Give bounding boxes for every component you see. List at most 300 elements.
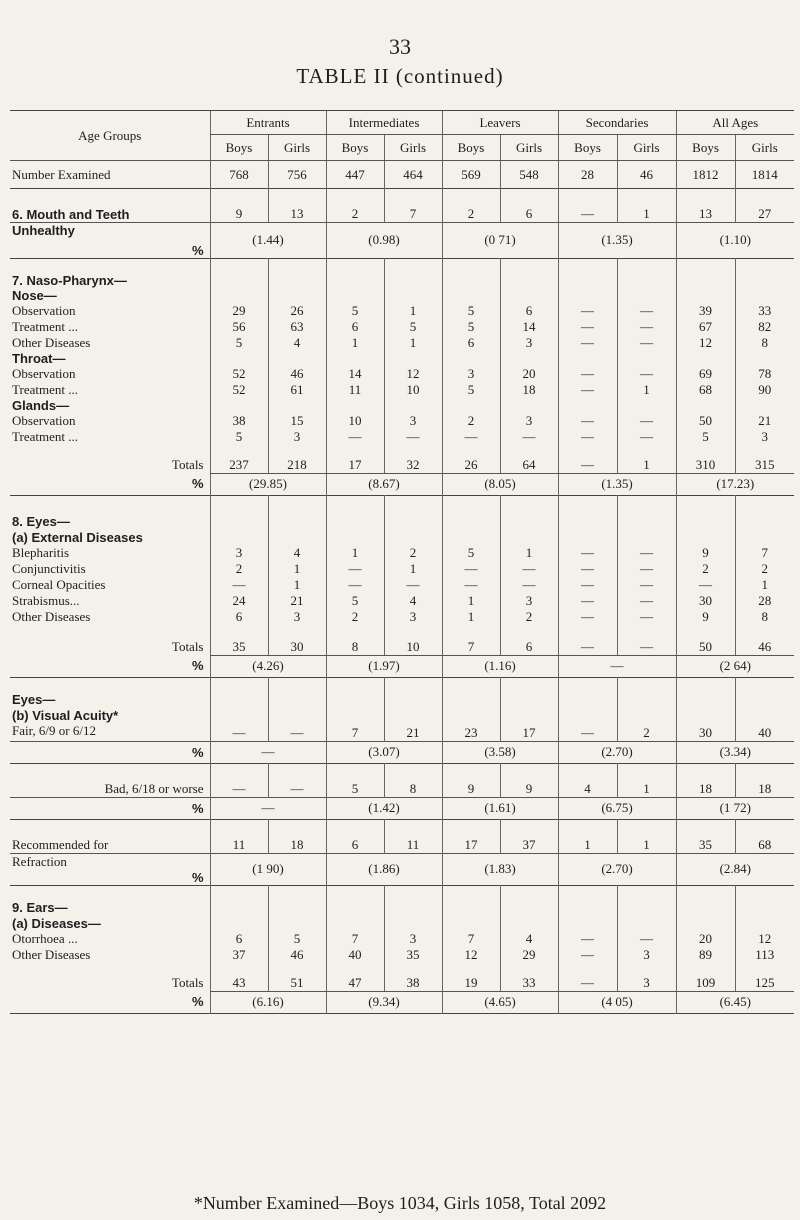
- cell: 40: [735, 723, 794, 741]
- pct-label: %: [191, 658, 204, 674]
- cell: —: [558, 429, 617, 445]
- cell: 6: [210, 609, 268, 625]
- cell: 10: [384, 382, 442, 398]
- cell: —: [617, 593, 676, 609]
- cell: 310: [676, 445, 735, 473]
- row-label: Bad, 6/18 or worse: [104, 780, 204, 796]
- row-label: Treatment ...: [12, 319, 78, 334]
- cell: 27: [735, 189, 794, 223]
- cell: 6: [500, 625, 558, 655]
- cell: —: [617, 366, 676, 382]
- cell: 39: [676, 303, 735, 319]
- cell: —: [384, 577, 442, 593]
- cell: 5: [442, 319, 500, 335]
- cell: 51: [268, 963, 326, 991]
- cell: 548: [500, 161, 558, 189]
- cell: 569: [442, 161, 500, 189]
- cell: 8: [735, 609, 794, 625]
- cell: 2: [326, 189, 384, 223]
- cell: 50: [676, 413, 735, 429]
- row-label: Treatment ...: [12, 382, 78, 397]
- cell: 4: [558, 763, 617, 797]
- cell: 38: [384, 963, 442, 991]
- cell: 7: [384, 189, 442, 223]
- cell: —: [442, 577, 500, 593]
- row-label: Number Examined: [12, 166, 111, 182]
- pct-label: %: [191, 242, 204, 258]
- eyes-heading-row: [10, 495, 794, 529]
- bad-row: [10, 763, 794, 797]
- footnote: *Number Examined—Boys 1034, Girls 1058, Total 2092: [193, 1193, 607, 1213]
- table-title: TABLE II (continued): [296, 64, 504, 88]
- row-label: Otorrhoea ...: [12, 931, 78, 946]
- cell: 1: [326, 335, 384, 351]
- cell: 1: [384, 561, 442, 577]
- pct-label: %: [191, 800, 204, 816]
- cell: 18: [268, 819, 326, 853]
- cell: 9: [676, 545, 735, 561]
- cell: 6: [500, 303, 558, 319]
- cell: 3: [617, 947, 676, 963]
- cell: 5: [210, 429, 268, 445]
- cell: 14: [326, 366, 384, 382]
- cell: 2: [735, 561, 794, 577]
- row-label: Blepharitis: [12, 545, 70, 560]
- cell: 63: [268, 319, 326, 335]
- pct-cell: (6.45): [676, 991, 794, 1013]
- col-group-all-ages: All Ages: [676, 111, 794, 135]
- cell: —: [558, 335, 617, 351]
- cell: 1: [442, 593, 500, 609]
- cell: 5: [326, 593, 384, 609]
- mouth-teeth-pct-row: [10, 223, 794, 243]
- pct-cell: (1.86): [326, 853, 442, 885]
- cell: 67: [676, 319, 735, 335]
- cell: 1: [617, 189, 676, 223]
- cell: 3: [268, 609, 326, 625]
- section-subheading: (a) External Diseases: [12, 529, 143, 545]
- cell: 6: [210, 931, 268, 947]
- cell: 52: [210, 366, 268, 382]
- col-boys: Boys: [326, 135, 384, 161]
- cell: 47: [326, 963, 384, 991]
- cell: 8: [735, 335, 794, 351]
- pct-cell: (8.67): [326, 473, 442, 495]
- cell: 5: [210, 335, 268, 351]
- cell: 5: [268, 931, 326, 947]
- cell: 113: [735, 947, 794, 963]
- row-label: Conjunctivitis: [12, 561, 86, 576]
- cell: 13: [268, 189, 326, 223]
- cell: 1: [384, 335, 442, 351]
- cell: —: [210, 763, 268, 797]
- col-boys: Boys: [558, 135, 617, 161]
- pct-label: %: [191, 476, 204, 492]
- cell: 68: [735, 819, 794, 853]
- cell: 9: [676, 609, 735, 625]
- pct-cell: (2 64): [676, 655, 794, 677]
- col-girls: Girls: [268, 135, 326, 161]
- table-row: [10, 429, 794, 445]
- cell: 9: [500, 763, 558, 797]
- table-row: [10, 335, 794, 351]
- totals-row: [10, 445, 794, 473]
- row-label: Other Diseases: [12, 335, 91, 350]
- cell: —: [210, 577, 268, 593]
- pct-row: [10, 991, 794, 1013]
- cell: 5: [676, 429, 735, 445]
- cell: 90: [735, 382, 794, 398]
- subheading-nose: Nose—: [12, 288, 57, 303]
- cell: 3: [210, 545, 268, 561]
- cell: 4: [268, 545, 326, 561]
- pct-cell: (3.34): [676, 741, 794, 763]
- pct-cell: (4.65): [442, 991, 558, 1013]
- cell: —: [268, 723, 326, 741]
- cell: —: [558, 963, 617, 991]
- cell: 756: [268, 161, 326, 189]
- cell: 20: [500, 366, 558, 382]
- cell: 3: [735, 429, 794, 445]
- pct-cell: (1.35): [558, 473, 676, 495]
- row-label: Other Diseases: [12, 609, 91, 624]
- table-row: [10, 609, 794, 625]
- cell: —: [326, 561, 384, 577]
- pct-cell: (3.58): [442, 741, 558, 763]
- cell: —: [558, 593, 617, 609]
- cell: 10: [326, 413, 384, 429]
- pct-cell: (9.34): [326, 991, 442, 1013]
- cell: 1: [326, 545, 384, 561]
- cell: —: [442, 561, 500, 577]
- pct-cell: (1.16): [442, 655, 558, 677]
- cell: 21: [384, 723, 442, 741]
- cell: —: [558, 545, 617, 561]
- cell: 89: [676, 947, 735, 963]
- table-row: [10, 947, 794, 963]
- cell: 7: [735, 545, 794, 561]
- pct-cell: (4 05): [558, 991, 676, 1013]
- cell: 5: [384, 319, 442, 335]
- cell: 82: [735, 319, 794, 335]
- table-row: [10, 545, 794, 561]
- pct-cell: —: [210, 797, 326, 819]
- cell: 38: [210, 413, 268, 429]
- cell: —: [558, 189, 617, 223]
- row-label: Observation: [12, 366, 76, 381]
- pct-row: [10, 741, 794, 763]
- cell: 5: [326, 763, 384, 797]
- cell: 2: [617, 723, 676, 741]
- pct-cell: (4.26): [210, 655, 326, 677]
- cell: 1: [384, 303, 442, 319]
- section-subheading: (b) Visual Acuity*: [12, 707, 119, 723]
- cell: 2: [210, 561, 268, 577]
- cell: 20: [676, 931, 735, 947]
- cell: —: [268, 763, 326, 797]
- cell: —: [558, 366, 617, 382]
- age-groups-header: Age Groups: [10, 111, 210, 161]
- cell: 29: [210, 303, 268, 319]
- col-girls: Girls: [500, 135, 558, 161]
- visual-acuity-heading-row: [10, 677, 794, 707]
- totals-row: [10, 625, 794, 655]
- table-row: [10, 382, 794, 398]
- cell: 125: [735, 963, 794, 991]
- pct-cell: —: [558, 655, 676, 677]
- cell: 3: [384, 413, 442, 429]
- cell: 1: [617, 819, 676, 853]
- pct-cell: (17.23): [676, 473, 794, 495]
- cell: 33: [735, 303, 794, 319]
- cell: 29: [500, 947, 558, 963]
- cell: 2: [326, 609, 384, 625]
- cell: 1: [617, 382, 676, 398]
- cell: 37: [500, 819, 558, 853]
- cell: 11: [384, 819, 442, 853]
- cell: 18: [735, 763, 794, 797]
- cell: 40: [326, 947, 384, 963]
- col-boys: Boys: [442, 135, 500, 161]
- pct-cell: (0.98): [326, 223, 442, 259]
- cell: 21: [268, 593, 326, 609]
- cell: 19: [442, 963, 500, 991]
- pct-row: [10, 655, 794, 677]
- cell: —: [384, 429, 442, 445]
- cell: —: [617, 561, 676, 577]
- section-heading: 8. Eyes—: [12, 514, 70, 529]
- cell: 1: [268, 577, 326, 593]
- cell: 78: [735, 366, 794, 382]
- pct-cell: (2.84): [676, 853, 794, 885]
- row-label: Recommended for: [12, 836, 109, 852]
- table-row: [10, 931, 794, 947]
- cell: —: [617, 413, 676, 429]
- cell: —: [500, 561, 558, 577]
- cell: 10: [384, 625, 442, 655]
- cell: 1: [442, 609, 500, 625]
- cell: 7: [442, 931, 500, 947]
- cell: —: [617, 319, 676, 335]
- cell: 43: [210, 963, 268, 991]
- cell: 5: [326, 303, 384, 319]
- section-subheading: Unhealthy: [12, 223, 75, 238]
- cell: 237: [210, 445, 268, 473]
- cell: 3: [442, 366, 500, 382]
- cell: —: [558, 931, 617, 947]
- cell: 46: [268, 366, 326, 382]
- cell: 26: [268, 303, 326, 319]
- row-label: Observation: [12, 413, 76, 428]
- number-examined-row: [10, 161, 794, 189]
- pct-cell: (6.75): [558, 797, 676, 819]
- naso-pharynx-heading-row: [10, 258, 794, 288]
- cell: 4: [384, 593, 442, 609]
- cell: 2: [442, 189, 500, 223]
- cell: 768: [210, 161, 268, 189]
- cell: 6: [326, 819, 384, 853]
- cell: —: [617, 429, 676, 445]
- page-number: 33: [389, 34, 411, 59]
- cell: 2: [442, 413, 500, 429]
- cell: 35: [210, 625, 268, 655]
- cell: 12: [676, 335, 735, 351]
- cell: —: [326, 429, 384, 445]
- cell: 61: [268, 382, 326, 398]
- cell: 64: [500, 445, 558, 473]
- table-row: [10, 593, 794, 609]
- data-table: [10, 110, 794, 1014]
- cell: 32: [384, 445, 442, 473]
- cell: 18: [500, 382, 558, 398]
- cell: 12: [735, 931, 794, 947]
- cell: 30: [676, 723, 735, 741]
- cell: 17: [442, 819, 500, 853]
- cell: 11: [326, 382, 384, 398]
- cell: 28: [735, 593, 794, 609]
- section-subheading: (a) Diseases—: [12, 915, 101, 931]
- cell: —: [617, 577, 676, 593]
- cell: 37: [210, 947, 268, 963]
- cell: —: [558, 319, 617, 335]
- pct-cell: (1 72): [676, 797, 794, 819]
- cell: —: [676, 577, 735, 593]
- fair-row: [10, 723, 794, 741]
- cell: 2: [676, 561, 735, 577]
- cell: —: [558, 561, 617, 577]
- cell: 9: [442, 763, 500, 797]
- cell: 1: [558, 819, 617, 853]
- cell: 6: [442, 335, 500, 351]
- pct-cell: (8.05): [442, 473, 558, 495]
- cell: 1814: [735, 161, 794, 189]
- cell: 447: [326, 161, 384, 189]
- cell: 11: [210, 819, 268, 853]
- section-heading: 7. Naso-Pharynx—: [12, 273, 127, 288]
- cell: —: [558, 382, 617, 398]
- totals-label: Totals: [171, 639, 204, 654]
- table-row: [10, 366, 794, 382]
- cell: 3: [384, 931, 442, 947]
- cell: 3: [384, 609, 442, 625]
- table-row: [10, 303, 794, 319]
- cell: 69: [676, 366, 735, 382]
- cell: 1: [735, 577, 794, 593]
- pct-cell: (1.61): [442, 797, 558, 819]
- cell: 13: [676, 189, 735, 223]
- pct-cell: —: [210, 741, 326, 763]
- cell: —: [500, 429, 558, 445]
- cell: 315: [735, 445, 794, 473]
- subheading-throat: Throat—: [12, 351, 66, 366]
- pct-label: %: [191, 994, 204, 1010]
- cell: 26: [442, 445, 500, 473]
- cell: 7: [442, 625, 500, 655]
- section-heading: 9. Ears—: [12, 900, 68, 915]
- cell: —: [617, 303, 676, 319]
- section-heading: 6. Mouth and Teeth: [12, 207, 130, 222]
- cell: 5: [442, 303, 500, 319]
- cell: —: [558, 947, 617, 963]
- cell: 12: [442, 947, 500, 963]
- cell: 21: [735, 413, 794, 429]
- cell: —: [558, 609, 617, 625]
- cell: —: [326, 577, 384, 593]
- mouth-teeth-row: [10, 189, 794, 223]
- cell: 56: [210, 319, 268, 335]
- col-group-leavers: Leavers: [442, 111, 558, 135]
- cell: 7: [326, 723, 384, 741]
- cell: —: [442, 429, 500, 445]
- cell: 46: [268, 947, 326, 963]
- cell: 46: [617, 161, 676, 189]
- col-group-entrants: Entrants: [210, 111, 326, 135]
- cell: 17: [500, 723, 558, 741]
- totals-row: [10, 963, 794, 991]
- cell: 1: [500, 545, 558, 561]
- cell: 50: [676, 625, 735, 655]
- cell: 30: [268, 625, 326, 655]
- pct-cell: (1.97): [326, 655, 442, 677]
- cell: 14: [500, 319, 558, 335]
- pct-label: %: [191, 869, 204, 885]
- cell: —: [558, 303, 617, 319]
- cell: 4: [500, 931, 558, 947]
- cell: —: [558, 413, 617, 429]
- cell: —: [558, 445, 617, 473]
- subheading-glands: Glands—: [12, 398, 70, 413]
- cell: —: [617, 335, 676, 351]
- cell: —: [617, 625, 676, 655]
- pct-cell: (1.42): [326, 797, 442, 819]
- cell: 23: [442, 723, 500, 741]
- table-row: [10, 561, 794, 577]
- cell: —: [617, 931, 676, 947]
- totals-label: Totals: [171, 457, 204, 472]
- cell: 30: [676, 593, 735, 609]
- section-heading: Eyes—: [12, 692, 56, 707]
- row-label: Strabismus...: [12, 593, 80, 608]
- ears-heading-row: [10, 885, 794, 915]
- cell: 464: [384, 161, 442, 189]
- cell: 1: [617, 763, 676, 797]
- cell: —: [558, 625, 617, 655]
- cell: 3: [500, 593, 558, 609]
- cell: 1812: [676, 161, 735, 189]
- pct-row: [10, 797, 794, 819]
- cell: —: [210, 723, 268, 741]
- cell: 109: [676, 963, 735, 991]
- table-row: [10, 413, 794, 429]
- pct-cell: (1.10): [676, 223, 794, 259]
- col-girls: Girls: [735, 135, 794, 161]
- cell: 18: [676, 763, 735, 797]
- cell: 8: [326, 625, 384, 655]
- cell: 3: [268, 429, 326, 445]
- totals-label: Totals: [171, 975, 204, 990]
- cell: —: [617, 545, 676, 561]
- cell: 1: [268, 561, 326, 577]
- pct-cell: (6.16): [210, 991, 326, 1013]
- cell: 17: [326, 445, 384, 473]
- row-label: Fair, 6/9 or 6/12: [12, 723, 96, 738]
- col-group-secondaries: Secondaries: [558, 111, 676, 135]
- pct-row: [10, 473, 794, 495]
- cell: 9: [210, 189, 268, 223]
- cell: —: [558, 723, 617, 741]
- cell: 2: [500, 609, 558, 625]
- cell: 3: [617, 963, 676, 991]
